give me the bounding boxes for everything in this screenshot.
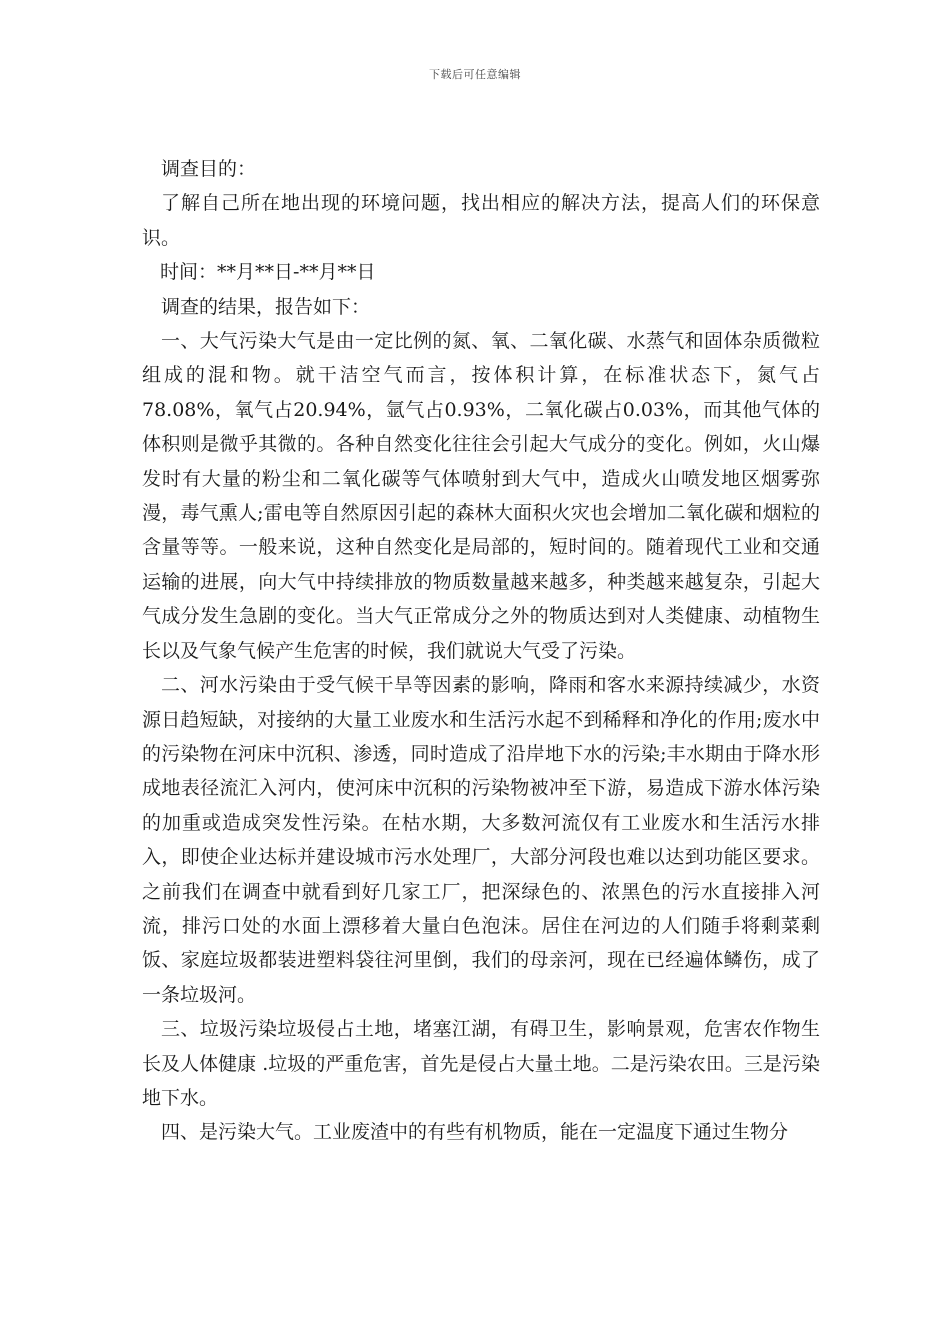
document-body (142, 152, 820, 1150)
paragraph-garbage-pollution: 三、垃圾污染垃圾侵占土地，堵塞江湖，有碍卫生，影响景观，危害农作物生长及人体健康 .垃圾的严重危害，首先是侵占大量土地。二是污染农田。三是污染地下水。 (142, 1018, 820, 1109)
paragraph-time: 时间：**月**日-**月**日 (160, 261, 376, 284)
paragraph-purpose-heading: 调查目的： (161, 158, 257, 180)
paragraph-purpose-text: 了解自己所在地出现的环境问题，找出相应的解决方法，提高人们的环保意识。 (142, 192, 820, 249)
paragraph-air-pollution-waste: 四、是污染大气。工业废渣中的有些有机物质，能在一定温度下通过生物分 (161, 1121, 789, 1144)
paragraph-results-intro: 调查的结果，报告如下： (161, 295, 371, 318)
paragraph-river-pollution: 二、河水污染由于受气候干旱等因素的影响，降雨和客水来源持续减少，水资源日趋短缺，对接纳的大量工业废水和生活污水起不到稀释和净化的作用;废水中的污染物在河床中沉积、渗透，同时造成了沿岸地下水的污染;丰水期由于降水形成地表径流汇入河内，使河床中沉积的污染物被冲至下游，易造成下游水体污染的加重或造成突发性污染。在枯水期，大多数河流仅有工业废水和生活污水排入，即使企业达标并建设城市污水处理厂，大部分河段也难以达到功能区要求。之前我们在调查中就看到好几家工厂，把深绿色的、浓黑色的污水直接排入河流，排污口处的水面上漂移着大量白色泡沫。居住在河边的人们随手将剩菜剩饭、家庭垃圾都装进塑料袋往河里倒，我们的母亲河，现在已经遍体鳞伤，成了一条垃圾河。 (142, 674, 820, 1006)
page-header-note: 下载后可任意编辑 (429, 68, 521, 81)
paragraph-air-pollution: 一、大气污染大气是由一定比例的氮、氧、二氧化碳、水蒸气和固体杂质微粒组成的混和物。就干洁空气而言，按体积计算，在标准状态下，氮气占78.08%，氧气占20.94%，氩气占0.93%，二氧化碳占0.03%，而其他气体的体积则是微乎其微的。各种自然变化往往会引起大气成分的变化。例如，火山爆发时有大量的粉尘和二氧化碳等气体喷射到大气中，造成火山喷发地区烟雾弥漫，毒气熏人;雷电等自然原因引起的森林大面积火灾也会增加二氧化碳和烟粒的含量等等。一般来说，这种自然变化是局部的，短时间的。随着现代工业和交通运输的进展，向大气中持续排放的物质数量越来越多，种类越来越复杂，引起大气成分发生急剧的变化。当大气正常成分之外的物质达到对人类健康、动植物生长以及气象气候产生危害的时候，我们就说大气受了污染。 (142, 330, 820, 662)
